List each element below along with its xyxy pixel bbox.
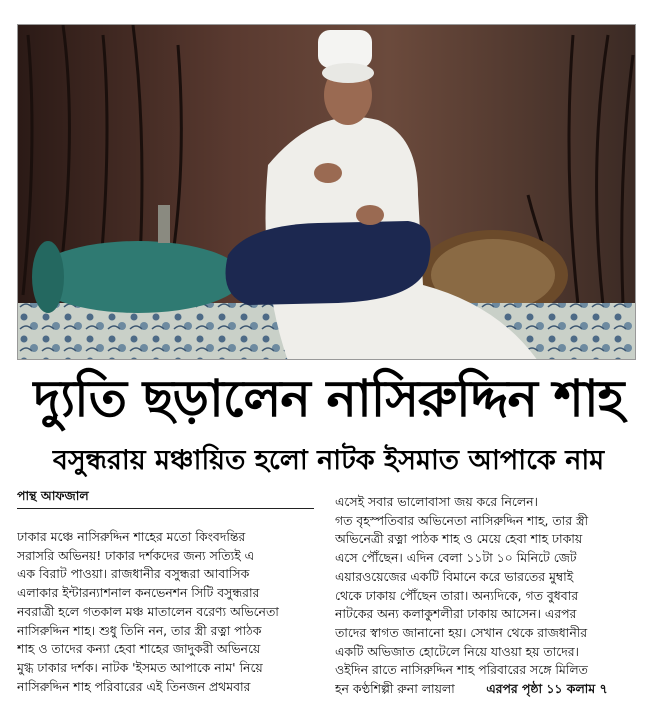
article-line: শাহ ও তাদের কন্যা হেবা শাহের জাদুকরী অভিনয়ে xyxy=(17,641,261,657)
stage-photo-illustration xyxy=(18,25,636,360)
article-last-line xyxy=(335,680,637,699)
article-line: এলাকার ইন্টারন্যাশনাল কনভেনশন সিটি বসুন্ধরার xyxy=(17,585,260,601)
article-line: নাসিরুদ্দিন শাহ পরিবারের এই তিনজন প্রথমবার xyxy=(17,678,251,694)
article-line: একটি অভিজাত হোটেলে নিয়ে যাওয়া হয় তাদের। xyxy=(335,643,579,659)
article-line: থেকে ঢাকায় পৌঁছেন তারা। অন্যদিকে, গত বুধবার xyxy=(335,587,579,603)
article-line: গত বৃহস্পতিবার অভিনেতা নাসিরুদ্দিন শাহ, তার স্ত্রী xyxy=(335,512,589,528)
stage-photo xyxy=(17,24,636,360)
subheadline: বসুন্ধরায় মঞ্চায়িত হলো নাটক ইসমাত আপাকে নাম xyxy=(52,445,605,476)
article-line: এক বিরাট পাওয়া। রাজধানীর বসুন্ধরা আবাসিক xyxy=(17,566,250,582)
headline: দ্যুতি ছড়ালেন নাসিরুদ্দিন শাহ xyxy=(33,370,624,429)
article-line: মুগ্ধ ঢাকার দর্শক। নাটক 'ইসমত আপাকে নাম' নিয়ে xyxy=(17,659,263,675)
article-line: এসেই সবার ভালোবাসা জয় করে নিলেন। xyxy=(335,494,538,509)
article-line: নাটকের অন্য কলাকুশলীরা ঢাকায় আসেন। এরপর xyxy=(335,606,577,622)
article-line: এসে পৌঁছেন। এদিন বেলা ১১টা ১০ মিনিটে জেট xyxy=(335,550,577,566)
article-line: এয়ারওয়েজের একটি বিমানে করে ভারতের মুম্বাই xyxy=(335,568,574,584)
article-line: অভিনেত্রী রত্না পাঠক শাহ ও মেয়ে হেবা শাহ ঢাকায় xyxy=(335,531,583,547)
byline-divider xyxy=(17,508,314,509)
article-line: তাদের স্বাগত জানানো হয়। সেখান থেকে রাজধানীর xyxy=(335,624,588,640)
article-line-text: হন কণ্ঠশিল্পী রুনা লায়লা xyxy=(335,681,455,697)
article-column-left xyxy=(17,528,315,696)
article-line: ওইদিন রাতে নাসিরুদ্দিন শাহ পরিবারের সঙ্গে মিলিত xyxy=(335,662,588,678)
continuation-link[interactable]: এরপর পৃষ্ঠা ১১ কলাম ৭ xyxy=(486,681,608,697)
article-line: সরাসরি অভিনয়! ঢাকার দর্শকদের জন্য সত্যিই এ xyxy=(17,547,254,563)
article-line: ঢাকার মঞ্চে নাসিরুদ্দিন শাহের মতো কিংবদন্তির xyxy=(17,529,246,544)
byline: পান্থ আফজাল xyxy=(17,488,89,503)
article-line: নবরাত্রী হলে গতকাল মঞ্চ মাতালেন বরেণ্য অভিনেতা xyxy=(17,603,279,619)
article-column-right xyxy=(335,493,637,699)
article-line: নাসিরুদ্দিন শাহ। শুধু তিনি নন, তার স্ত্রী রত্না পাঠক xyxy=(17,622,262,638)
